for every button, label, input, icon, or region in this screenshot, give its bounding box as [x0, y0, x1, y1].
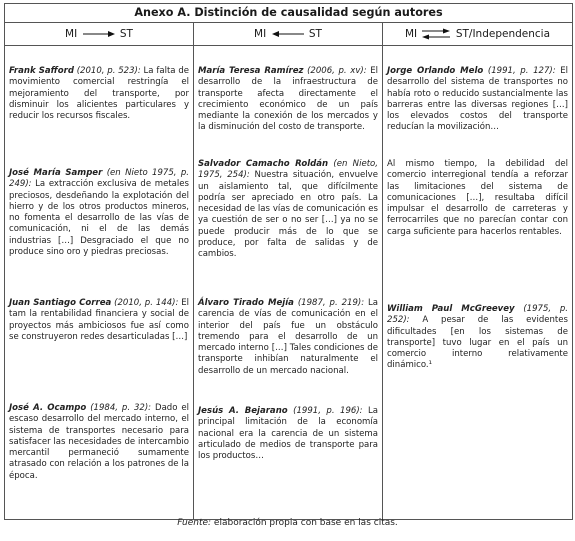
column-header-mi-to-st	[5, 23, 194, 46]
quote-entry: Al mismo tiempo, la debilidad del comercio interregional tendía a reforzar las limitaciones del sistema de comunicaciones […], resultaba difícil impulsar el desarrollo de carreteras y ferrocarriles que no parecían contar con carga suficiente para hacerlos rentables.	[387, 159, 568, 237]
quote-entry: William Paul McGreevey (1975, p. 252): A pesar de las evidentes dificultades [en los sistemas de transporte] tuvo lugar en el país un comercio interno relativamente dinámico.¹	[387, 304, 568, 371]
arrow-left-icon	[271, 30, 305, 38]
header-left-label: MI	[65, 28, 78, 40]
quote-entry: Juan Santiago Correa (2010, p. 144): El tam la rentabilidad financiera y social de proyectos más ambiciosos fue así como se construyeron redes desarticuladas […]	[9, 298, 189, 342]
quote-entry: Frank Safford (2010, p. 523): La falta de movimiento comercial restringía el mejoramiento del transporte, por disminuir los alicientes particulares y reducir los recursos fiscales.	[9, 66, 190, 122]
column-header-st-to-mi	[194, 23, 383, 46]
arrow-right-icon	[82, 30, 116, 38]
header-right-label: ST	[308, 28, 322, 40]
header-left-label: MI	[404, 28, 418, 40]
header-suffix-label: /Independencia	[468, 28, 551, 40]
quote-entry: Álvaro Tirado Mejía (1987, p. 219): La carencia de vías de comunicación en el interior del país fue un obstáculo tremendo para el desarrollo de un mercado interno […] Tales condiciones de transporte inhibían naturalmente el desarrollo de un mercado nacional.	[198, 298, 378, 376]
quote-entry: José A. Ocampo (1984, p. 32): Dado el escaso desarrollo del mercado interno, el sistema de transportes necesario para satisfacer las necesidades de intercambio mercantil permaneció sumamente atrasado con relación a los patrones de la época.	[9, 403, 190, 481]
column-st-to-mi	[194, 46, 383, 520]
table-title: Anexo A. Distinción de causalidad según autores	[5, 4, 573, 23]
quote-entry: José María Samper (en Nieto 1975, p. 249): La extracción exclusiva de metales preciosos, desdeñando la explotación del hierro y de los otros productos mineros, no fomenta el desarrollo de las vías de comunicación, ni el de las demás industrias […] Desgraciado el que no produce sino oro y piedras preciosas.	[9, 168, 190, 258]
column-bidirectional	[383, 46, 573, 520]
column-header-bidirectional	[383, 23, 573, 46]
column-mi-to-st	[5, 46, 194, 520]
quote-entry: Jorge Orlando Melo (1991, p. 127): El desarrollo del sistema de transportes no había roto o reducido sustancialmente las barreras entre las diversas regiones […] los elevados costos del transporte reducían la movilización…	[387, 66, 568, 133]
quote-entry: María Teresa Ramírez (2006, p. xv): El desarrollo de la infraestructura de transporte afecta directamente el crecimiento económico de un país mediante la conexión de los mercados y la disminución del costo de transporte.	[198, 66, 378, 133]
quote-entry: Salvador Camacho Roldán (en Nieto, 1975, 254): Nuestra situación, envuelve un aislamiento tal, que difícilmente podría ser apreciado en otro país. La necesidad de las vías de comunicación es ya cuestión de ser o no ser […] ya no se puede producir más de lo que se produce, por falta de salidas y de cambios.	[198, 159, 378, 260]
header-right-label: ST	[455, 28, 469, 40]
header-right-label: ST	[119, 28, 133, 40]
source-note: Fuente: elaboración propia con base en las citas.	[177, 518, 398, 528]
arrow-bidirectional-icon	[421, 28, 451, 40]
quote-entry: Jesús A. Bejarano (1991, p. 196): La principal limitación de la economía nacional era la carencia de un sistema articulado de medios de transporte para los productos…	[198, 406, 378, 462]
header-left-label: MI	[254, 28, 267, 40]
causality-table	[4, 3, 573, 520]
